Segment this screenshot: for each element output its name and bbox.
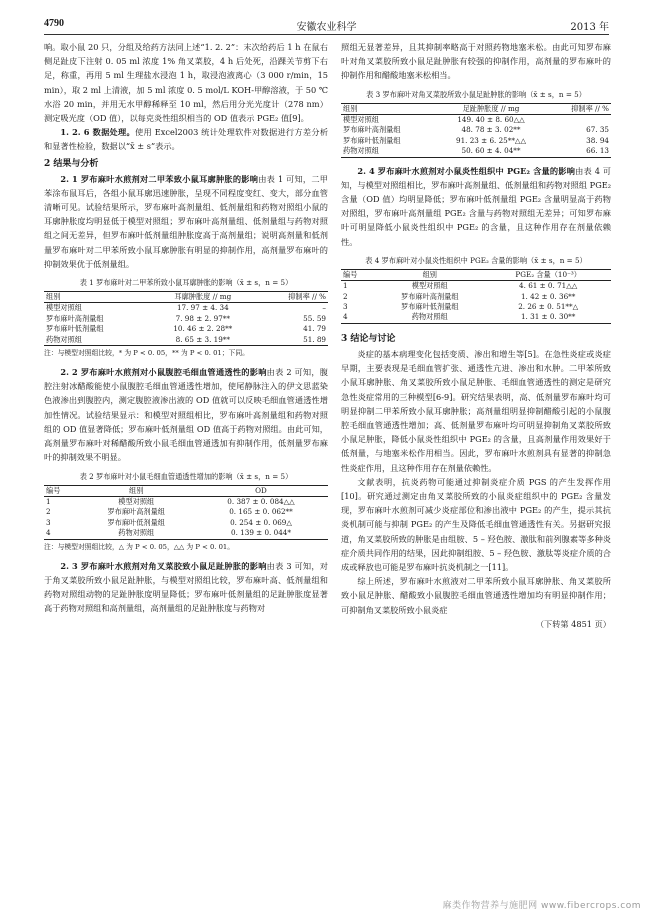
table-cell: 药物对照组 (46, 334, 82, 344)
table-cell: – (322, 303, 326, 313)
table-cell: 66. 13 (586, 146, 609, 156)
data-processing-paragraph (44, 125, 328, 153)
section-2-3-paragraph (44, 559, 328, 616)
table-row (44, 314, 328, 324)
table-cell: 药物对照组 (118, 528, 155, 538)
running-header (44, 18, 609, 35)
table-cell: 3 (46, 517, 51, 527)
table-header-cell: 组别 (46, 292, 61, 302)
table-header-cell: 组别 (129, 485, 144, 495)
journal-name: 安徽农业科学 (296, 22, 357, 33)
table-header-row (341, 269, 611, 280)
section-2-heading: 2 结果与分析 (44, 158, 99, 169)
table-3 (341, 103, 611, 158)
section-2-2-heading: 2. 2 罗布麻叶水煎剂对小鼠腹腔毛细血管通透性的影响 (60, 367, 267, 378)
section-3-heading: 3 结论与讨论 (341, 333, 396, 344)
table-row (341, 146, 611, 157)
right-column (341, 40, 611, 631)
table-cell: 药物对照组 (411, 312, 448, 322)
table-cell: 罗布麻叶高剂量组 (401, 291, 459, 301)
table-header-cell: 耳廓肿胀度 // mg (174, 292, 232, 302)
table-header-row (341, 103, 611, 114)
table-cell (547, 115, 611, 126)
table-row (341, 136, 611, 146)
table-header-cell: 抑制率 // % (571, 103, 609, 113)
table-row (341, 115, 611, 126)
conclusion-paragraph-2: 文献表明，抗炎药物可能通过抑制炎症介质 PGS 的产生发挥作用[10]。研究通过测定由角叉菜胶所致的小鼠炎症组织中的 PGE₂ 含量发现，罗布麻叶水煎剂可减少炎症部位和渗出液中 PGE₂ 的产生，提示其抗炎机制可能与抑制 PGE₂ 的产生及降低毛细血管通透性有关。另据研究报道，角叉菜胶所致的肿胀是由组胺、5 – 羟色胺、激肽和前列腺素等多种炎症介质共同作用的结果，因此抑制组胺、5 – 羟色胺、激肽等炎症介质的合成或释放也可能是罗布麻叶抗炎机制之一[11]。 (341, 476, 611, 572)
table-cell: 67. 35 (586, 125, 609, 135)
section-2-3-continued: 照组无显著差异，且其抑制率略高于对照药物地塞米松。由此可知罗布麻叶对角叉菜胶所致小鼠足趾肿胀有较强的抑制作用，高剂量的罗布麻叶的抑制作用和醋酸地塞米松相当。 (341, 42, 611, 81)
table-cell: 罗布麻叶高剂量组 (46, 313, 104, 323)
watermark: 麻类作物营养与施肥网 www.fibercrops.com (442, 901, 641, 911)
section-2-1-text: 由表 1 可知，二甲苯涂布鼠耳后，各组小鼠耳廓迅速肿胀，呈现不同程度变红、变大，部分血管清晰可见。试验结果所示，罗布麻叶高剂量组、低剂量组和药物对照组小鼠的耳廓肿胀度均明显低于模型对照组；罗布麻叶高剂量组、低剂量组与药物对照组之间无差异，但罗布麻叶低剂量组肿胀度高于高剂量组；说明高剂量和低剂量罗布麻叶对二甲苯所致小鼠耳廓肿胀有明显的抑制作用，高剂量罗布麻叶的抑制效果优于低剂量组。 (44, 173, 328, 269)
table-cell: 0. 387 ± 0. 084△△ (227, 496, 295, 506)
table-header-cell: 编号 (46, 485, 61, 495)
publication-year: 2013 年 (570, 22, 609, 33)
section-2-2-text: 由表 2 可知，腹腔注射冰醋酸能使小鼠腹腔毛细血管通透性增加，使尾静脉注入的伊文思蓝染色液渗出到腹腔内，测定腹腔液渗出液的 OD 值就可以反映毛细血管通透性增加性情况。试验结果显示：和模型对照组相比，罗布麻叶高剂量组和药物对照组的 OD 值显著降低；罗布麻叶低剂量组 OD 值高于药物对照组。由此可知，高剂量罗布麻叶对稀醋酸所致小鼠毛细血管通透加有抑制作用，低剂量罗布麻叶的抑制效果不明显。 (44, 367, 328, 463)
table-cell: 0. 165 ± 0. 062** (229, 507, 293, 517)
table-row (44, 518, 328, 528)
section-2-3-heading: 2. 3 罗布麻叶水煎剂对角叉菜胶致小鼠足趾肿胀的影响 (60, 560, 267, 571)
table-2 (44, 485, 328, 540)
table-cell: 1. 31 ± 0. 30** (520, 312, 576, 322)
conclusion-paragraph-1: 炎症的基本病理变化包括变质、渗出和增生等[5]。在急性炎症或炎症早期，主要表现是毛细血管扩张、通透性亢进、渗出和水肿。二甲苯所致小鼠耳廓肿胀、角叉菜胶所致小鼠足肿胀、毛细血管通透性的测定是研究急性炎症常用的三种模型[6-9]。研究结果表明，高、低剂量罗布麻叶均可明显抑制二甲苯所致小鼠耳廓肿胀；高剂量组明显抑制醋酸引起的小鼠腹腔毛细血管通透性增加；高、低剂量罗布麻叶均可明显抑制角叉菜胶所致小鼠足肿胀，降低小鼠炎性组织中 PGE₂ 的含量，且高剂量作用效果好于低剂量，与地塞米松作用相当。因此，罗布麻叶水煎剂具有显著的抑制急性炎症作用，且这种作用存在剂量依赖性。 (341, 348, 611, 473)
table-header-cell: 抑制率 // % (288, 292, 326, 302)
continued-note: （下转第 4851 页） (535, 618, 611, 629)
section-2-4-heading: 2. 4 罗布麻叶水煎剂对小鼠炎性组织中 PGE₂ 含量的影响 (357, 165, 576, 176)
table-cell: 3 (343, 302, 348, 312)
table-row (44, 528, 328, 539)
table-header-cell: OD (255, 485, 267, 495)
table-header-row (44, 292, 328, 303)
section-2-4-text: 由表 4 可知，与模型对照组相比，罗布麻叶高剂量组、低剂量组和药物对照组 PGE₂ 含量（OD 值）均明显降低；罗布麻叶低剂量组 PGE₂ 含量明显高于药物对照组，罗布麻叶高剂量组 PGE₂ 含量与药物对照组无差异；可知罗布麻叶可明显降低小鼠炎性组织中 PGE₂ 的含量，且这种作用存在剂量依赖性。 (341, 165, 611, 247)
table-4-caption: 表 4 罗布麻叶对小鼠炎性组织中 PGE₂ 含量的影响（x̄ ± s，n = 5） (365, 255, 587, 265)
table-row (341, 302, 611, 312)
table-cell: 0. 139 ± 0. 044* (231, 528, 291, 538)
table-cell: 17. 97 ± 4. 34 (176, 303, 229, 313)
table-cell: 1. 42 ± 0. 36** (520, 291, 576, 301)
table-cell: 149. 40 ± 8. 60△△ (457, 115, 525, 125)
table-cell: 罗布麻叶高剂量组 (107, 507, 165, 517)
table-header-cell: 足趾肿胀度 // mg (462, 103, 520, 113)
table-cell: 罗布麻叶高剂量组 (343, 125, 401, 135)
table-cell: 2. 26 ± 0. 51**△ (518, 302, 579, 312)
table-cell: 10. 46 ± 2. 28** (173, 324, 233, 334)
table-cell: 7. 98 ± 2. 97** (175, 313, 230, 323)
section-2-4-paragraph (341, 164, 611, 249)
section-2-1-paragraph (44, 172, 328, 271)
table-3-caption: 表 3 罗布麻叶对角叉菜胶所致小鼠足趾肿胀的影响（x̄ ± s，n = 5） (366, 89, 586, 99)
table-cell: 罗布麻叶低剂量组 (401, 302, 459, 312)
conclusion-paragraph-3: 综上所述，罗布麻叶水煎液对二甲苯所致小鼠耳廓肿胀、角叉菜胶所致小鼠足肿胀、醋酸致小鼠腹腔毛细血管通透性增加均有明显抑制作用；可抑制角叉菜胶所致小鼠炎症 (341, 576, 611, 615)
section-2-1-heading: 2. 1 罗布麻叶水煎剂对二甲苯致小鼠耳廓肿胀的影响 (60, 173, 259, 184)
table-cell: 2 (343, 291, 348, 301)
table-row (341, 292, 611, 302)
table-cell: 50. 60 ± 4. 04** (461, 146, 521, 156)
table-cell: 1 (343, 281, 348, 291)
table-header-cell: PGE₂ 含量（10⁻³） (515, 269, 581, 279)
table-1 (44, 291, 328, 346)
table-cell: 模型对照组 (46, 303, 82, 313)
table-cell: 0. 254 ± 0. 069△ (230, 517, 292, 527)
table-cell: 4 (343, 312, 348, 322)
table-cell: 罗布麻叶低剂量组 (343, 135, 401, 145)
table-cell: 91. 23 ± 6. 25**△△ (456, 135, 526, 145)
table-row (341, 281, 611, 292)
table-cell: 8. 65 ± 3. 19** (175, 334, 230, 344)
table-cell: 38. 94 (586, 135, 609, 145)
table-row (44, 507, 328, 517)
table-row (44, 303, 328, 314)
table-row (44, 324, 328, 334)
table-header-cell: 组别 (343, 103, 358, 113)
page-number: 4790 (44, 18, 64, 29)
method-paragraph: 响。取小鼠 20 只，分组及给药方法同上述“1. 2. 2”：末次给药后 1 h 在鼠右侧足趾皮下注射 0. 05 ml 浓度 1% 角叉菜胶，4 h 后处死，沿踝关节剪下右足，称重，再用 5 ml 生理盐水浸泡 1 h，取浸泡液离心（3 000 r/min，15 min），取 2 ml 上清液，加 5 ml 浓度 0. 5 mol/L KOH-甲醇溶液，于 50 ℃水浴 20 min，并用无水甲醇稀释至 10 ml，然后用分光光度计（278 nm）测定吸光度（OD 值），以每克炎性组织相当的 OD 值表示 PGE₂ 值[9]。 (44, 42, 328, 124)
table-2-note: 注：与模型对照组比较，△ 为 P < 0. 05，△△ 为 P < 0. 01。 (44, 542, 235, 551)
table-cell: 4 (46, 528, 51, 538)
section-2-2-paragraph (44, 365, 328, 464)
table-row (341, 312, 611, 323)
table-cell: 罗布麻叶低剂量组 (46, 324, 104, 334)
table-row (44, 496, 328, 507)
table-cell: 模型对照组 (411, 281, 448, 291)
table-4 (341, 269, 611, 324)
left-column (44, 40, 328, 615)
table-cell: 4. 61 ± 0. 71△△ (519, 281, 578, 291)
table-cell: 48. 78 ± 3. 02** (461, 125, 521, 135)
table-cell: 1 (46, 496, 51, 506)
section-2-3-text: 由表 3 可知，对于角叉菜胶所致小鼠足趾肿胀，与模型对照组比较，罗布麻叶高、低剂量组和药物对照组动物的足趾肿胀度明显降低；罗布麻叶低剂量组的足趾肿胀度显著高于药物对照组和高剂量组，高剂量组的足趾肿胀度与药物对 (44, 560, 328, 614)
table-row (341, 125, 611, 135)
table-cell: 2 (46, 507, 51, 517)
table-cell: 模型对照组 (343, 115, 379, 125)
table-cell: 55. 59 (303, 313, 326, 323)
table-cell: 41. 79 (303, 324, 326, 334)
table-row (44, 335, 328, 346)
table-2-caption: 表 2 罗布麻叶对小鼠毛细血管通透性增加的影响（x̄ ± s，n = 5） (79, 471, 293, 481)
section-1-2-6-heading: 1. 2. 6 数据处理。 (60, 127, 135, 138)
table-header-cell: 组别 (422, 269, 437, 279)
table-cell: 药物对照组 (343, 146, 379, 156)
table-1-caption: 表 1 罗布麻叶对二甲苯所致小鼠耳廓肿胀的影响（x̄ ± s，n = 5） (79, 278, 293, 288)
data-processing-text: 使用 Excel2003 统计处理软件对数据进行方差分析和显著性检验，数据以“x̄ ± s”表示。 (44, 127, 329, 152)
table-1-note: 注：与模型对照组比较，* 为 P < 0. 05，** 为 P < 0. 01；下同。 (44, 349, 249, 358)
table-cell: 模型对照组 (118, 496, 155, 506)
table-header-row (44, 485, 328, 496)
table-header-cell: 编号 (343, 269, 358, 279)
table-cell: 罗布麻叶低剂量组 (107, 517, 165, 527)
table-cell: 51. 89 (303, 334, 326, 344)
